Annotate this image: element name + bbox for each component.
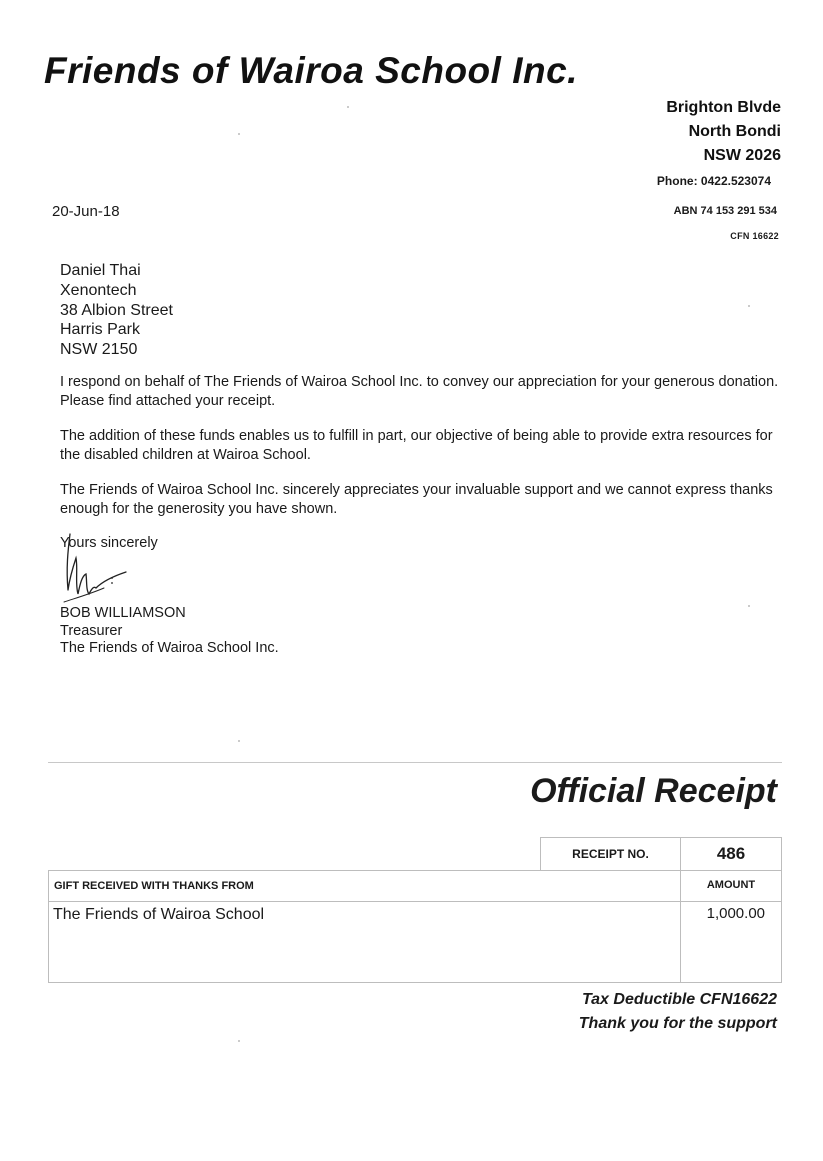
gift-from-value: The Friends of Wairoa School: [53, 906, 265, 923]
scan-speck: [238, 133, 240, 135]
recipient-state-postcode: NSW 2150: [60, 341, 138, 359]
recipient-suburb: Harris Park: [60, 321, 141, 339]
signatory-name: BOB WILLIAMSON: [60, 605, 186, 621]
letter-paragraph-3: The Friends of Wairoa School Inc. sincerely appreciates your invaluable support and we cannot express thanks enough for the generosity you have shown.: [60, 482, 773, 517]
letter-paragraph-1: I respond on behalf of The Friends of Wairoa School Inc. to convey our appreciation for your generous donation. Please find attached your receipt.: [60, 374, 779, 409]
recipient-street: 38 Albion Street: [60, 301, 173, 319]
letter-closing: Yours sincerely: [60, 535, 158, 551]
letter-paragraph-2: The addition of these funds enables us to fulfill in part, our objective of being able to provide extra resources for the disabled children at Wairoa School.: [60, 428, 773, 463]
receipt-number-value: 486: [680, 837, 782, 871]
letterhead-address: [666, 96, 781, 168]
amount-label: AMOUNT: [706, 879, 756, 891]
recipient-name: Daniel Thai: [60, 262, 141, 279]
receipt-number-label: RECEIPT NO.: [540, 837, 681, 871]
scan-speck: [238, 1040, 240, 1042]
letterhead-phone: Phone: 0422.523074: [656, 174, 771, 188]
address-line-state: NSW 2026: [703, 147, 781, 164]
address-line-street: Brighton Blvde: [666, 99, 781, 116]
letterhead-cfn: CFN 16622: [730, 231, 779, 241]
gift-from-label: GIFT RECEIVED WITH THANKS FROM: [54, 880, 254, 892]
amount-value: 1,000.00: [706, 905, 765, 922]
scan-speck: [347, 106, 349, 108]
signature-mark: [56, 528, 136, 608]
scan-speck: [748, 605, 750, 607]
thank-you-note: Thank you for the support: [578, 1015, 777, 1032]
recipient-company: Xenontech: [60, 281, 137, 299]
letter-date: 20-Jun-18: [52, 203, 120, 220]
receipt-title: Official Receipt: [530, 772, 777, 810]
signatory-organization: The Friends of Wairoa School Inc.: [60, 640, 279, 656]
receipt-separator: [48, 762, 782, 763]
receipt-header-divider: [48, 901, 782, 902]
organization-title: Friends of Wairoa School Inc.: [44, 50, 578, 91]
address-line-suburb: North Bondi: [688, 123, 781, 140]
scan-speck: [748, 305, 750, 307]
letterhead-abn: ABN 74 153 291 534: [673, 205, 777, 217]
signatory-title: Treasurer: [60, 622, 123, 639]
tax-deductible-note: Tax Deductible CFN16622: [581, 991, 777, 1008]
signatory-block: [60, 605, 279, 658]
scan-speck: [238, 740, 240, 742]
recipient-address: [60, 261, 173, 360]
